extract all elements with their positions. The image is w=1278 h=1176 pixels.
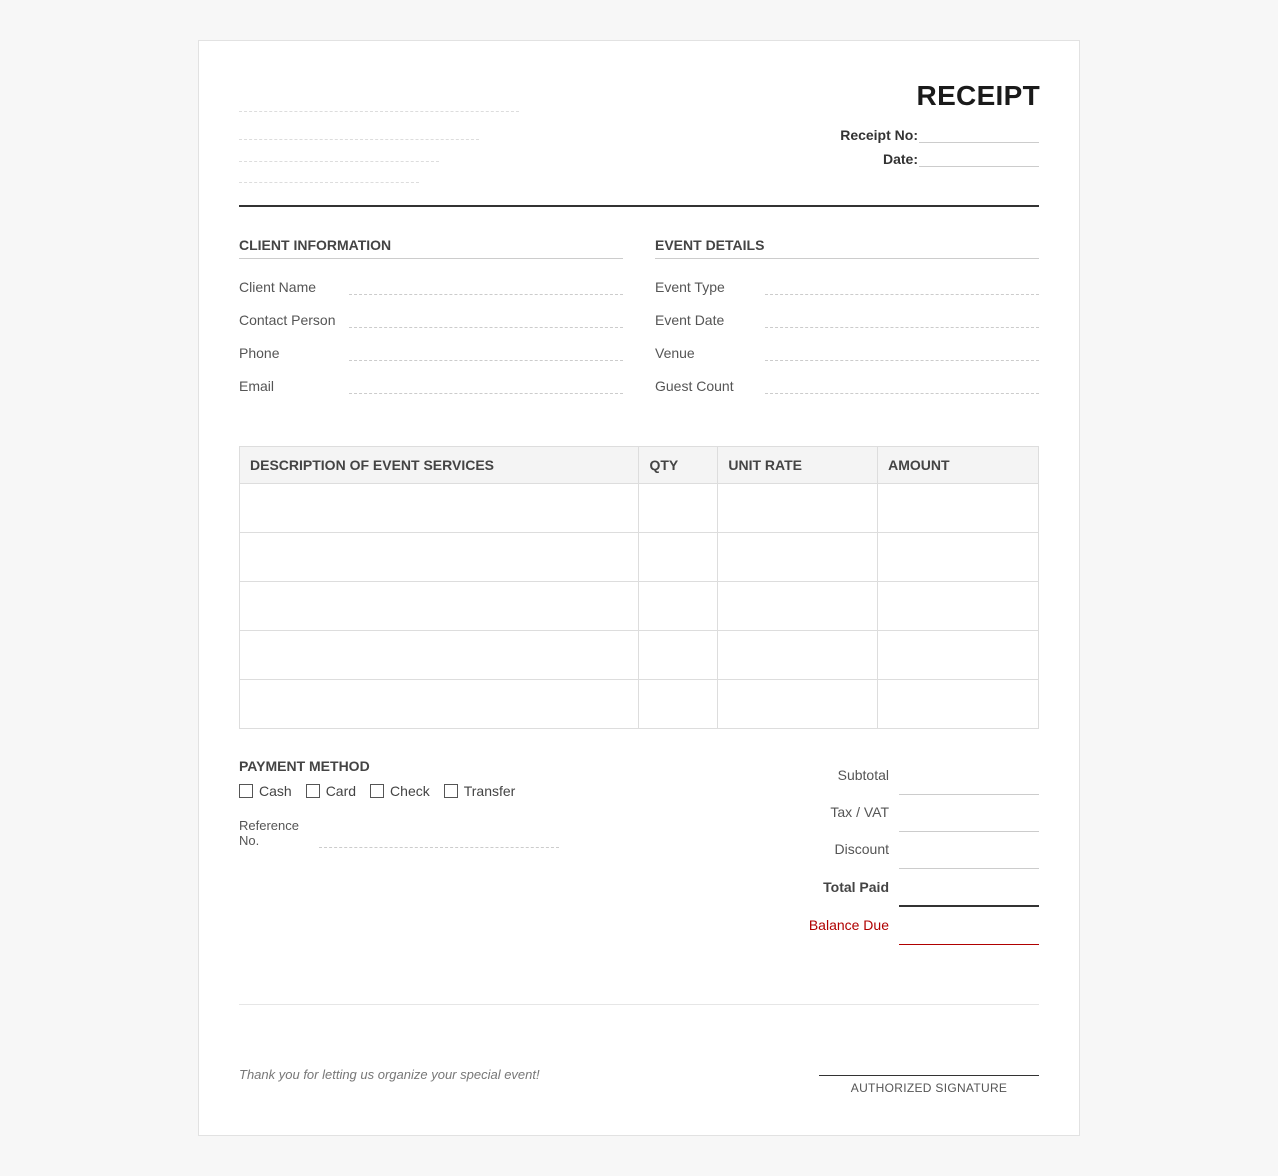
cash-checkbox[interactable] xyxy=(239,784,253,798)
receipt-no-label: Receipt No: xyxy=(840,127,918,143)
signature-line[interactable] xyxy=(819,1075,1039,1076)
contact-person-label: Contact Person xyxy=(239,312,336,328)
company-address-line[interactable] xyxy=(239,139,479,140)
table-row xyxy=(240,582,1039,631)
cash-label: Cash xyxy=(259,783,292,799)
description-cell[interactable] xyxy=(240,680,639,729)
amount-cell[interactable] xyxy=(878,680,1039,729)
thank-you-note: Thank you for letting us organize your special event! xyxy=(239,1067,540,1082)
description-header: DESCRIPTION OF EVENT SERVICES xyxy=(240,447,639,484)
event-date-label: Event Date xyxy=(655,312,725,328)
client-information-section xyxy=(239,231,623,394)
email-field[interactable] xyxy=(349,393,623,394)
transfer-label: Transfer xyxy=(463,783,516,799)
discount-field[interactable] xyxy=(899,868,1039,869)
payment-option-check[interactable] xyxy=(370,783,430,799)
payment-options xyxy=(239,783,529,799)
signature-label: AUTHORIZED SIGNATURE xyxy=(850,1081,1008,1095)
client-name-row xyxy=(239,259,623,295)
reference-no-field[interactable] xyxy=(319,847,559,848)
balance-due-label: Balance Due xyxy=(808,917,889,933)
discount-label: Discount xyxy=(834,841,889,857)
qty-cell[interactable] xyxy=(639,680,718,729)
total-paid-field[interactable] xyxy=(899,905,1039,907)
payment-option-cash[interactable] xyxy=(239,783,292,799)
amount-header: AMOUNT xyxy=(878,447,1039,484)
payment-method-title: PAYMENT METHOD xyxy=(239,758,370,774)
amount-cell[interactable] xyxy=(878,533,1039,582)
table-row xyxy=(240,631,1039,680)
client-information-title: CLIENT INFORMATION xyxy=(239,231,623,259)
check-checkbox[interactable] xyxy=(370,784,384,798)
date-label: Date: xyxy=(882,151,918,167)
description-cell[interactable] xyxy=(240,484,639,533)
receipt-sheet xyxy=(198,40,1080,1136)
check-label: Check xyxy=(390,783,430,799)
event-details-title: EVENT DETAILS xyxy=(655,231,1039,259)
date-row xyxy=(883,147,1039,167)
amount-cell[interactable] xyxy=(878,582,1039,631)
unit-rate-cell[interactable] xyxy=(718,533,878,582)
footer-divider xyxy=(239,1004,1039,1005)
card-label: Card xyxy=(325,783,357,799)
qty-cell[interactable] xyxy=(639,533,718,582)
guest-count-row xyxy=(655,358,1039,394)
email-row xyxy=(239,358,623,394)
company-name-line[interactable] xyxy=(239,111,519,112)
company-city-line[interactable] xyxy=(239,161,439,162)
unit-rate-header: UNIT RATE xyxy=(718,447,878,484)
unit-rate-cell[interactable] xyxy=(718,582,878,631)
receipt-no-row xyxy=(840,123,1039,143)
table-header-row xyxy=(240,447,1039,484)
tax-row xyxy=(739,795,1039,832)
receipt-title: RECEIPT xyxy=(916,80,1040,111)
balance-due-field[interactable] xyxy=(899,944,1039,945)
qty-cell[interactable] xyxy=(639,582,718,631)
payment-option-transfer[interactable] xyxy=(444,783,516,799)
phone-label: Phone xyxy=(239,345,280,361)
discount-row xyxy=(739,832,1039,869)
qty-header: QTY xyxy=(639,447,718,484)
venue-row xyxy=(655,325,1039,361)
table-row xyxy=(240,680,1039,729)
reference-no-label: Reference No. xyxy=(239,818,299,848)
event-details-section xyxy=(655,231,1039,394)
total-paid-row xyxy=(739,870,1039,907)
subtotal-label: Subtotal xyxy=(837,767,889,783)
receipt-no-field[interactable] xyxy=(919,127,1039,143)
qty-cell[interactable] xyxy=(639,484,718,533)
tax-label: Tax / VAT xyxy=(830,804,889,820)
unit-rate-cell[interactable] xyxy=(718,680,878,729)
date-field[interactable] xyxy=(919,151,1039,167)
client-name-label: Client Name xyxy=(239,279,317,295)
payment-option-card[interactable] xyxy=(306,783,356,799)
venue-label: Venue xyxy=(655,345,695,361)
table-row xyxy=(240,533,1039,582)
description-cell[interactable] xyxy=(240,631,639,680)
event-date-row xyxy=(655,292,1039,328)
company-contact-line[interactable] xyxy=(239,182,419,183)
unit-rate-cell[interactable] xyxy=(718,631,878,680)
amount-cell[interactable] xyxy=(878,631,1039,680)
balance-due-row xyxy=(739,908,1039,945)
contact-person-row xyxy=(239,292,623,328)
guest-count-field[interactable] xyxy=(765,393,1039,394)
event-type-row xyxy=(655,259,1039,295)
total-paid-label: Total Paid xyxy=(823,879,889,895)
amount-cell[interactable] xyxy=(878,484,1039,533)
header-divider xyxy=(239,205,1039,207)
description-cell[interactable] xyxy=(240,533,639,582)
transfer-checkbox[interactable] xyxy=(444,784,458,798)
email-label: Email xyxy=(239,378,275,394)
services-table xyxy=(239,446,1039,729)
qty-cell[interactable] xyxy=(639,631,718,680)
card-checkbox[interactable] xyxy=(306,784,320,798)
phone-row xyxy=(239,325,623,361)
unit-rate-cell[interactable] xyxy=(718,484,878,533)
table-row xyxy=(240,484,1039,533)
description-cell[interactable] xyxy=(240,582,639,631)
guest-count-label: Guest Count xyxy=(655,378,734,394)
subtotal-row xyxy=(739,758,1039,795)
event-type-label: Event Type xyxy=(655,279,725,295)
